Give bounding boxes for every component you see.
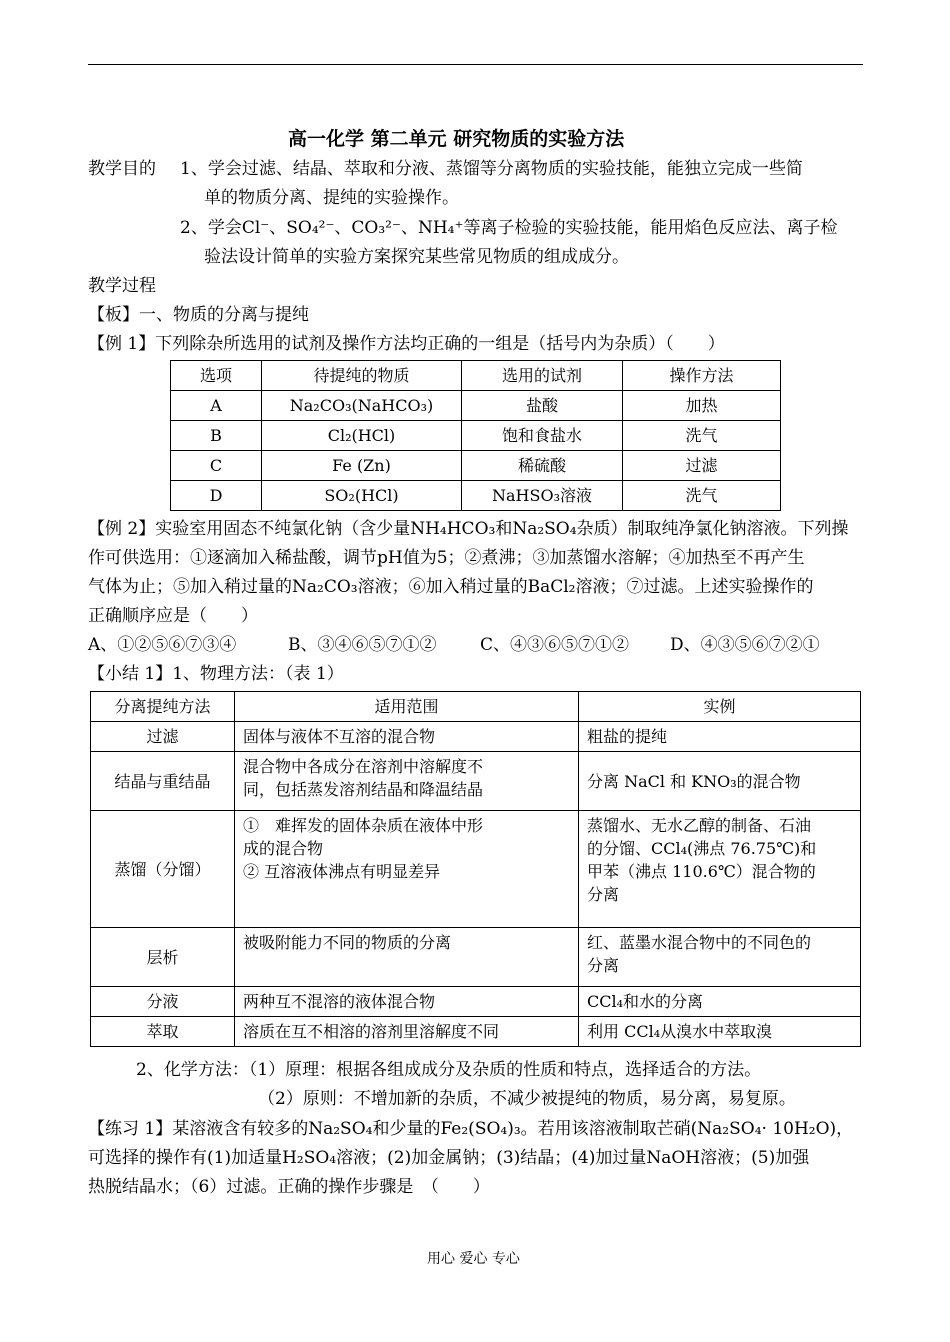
table-cell: 分液: [91, 987, 235, 1017]
table-cell: Fe (Zn): [262, 451, 462, 481]
table-cell: [579, 811, 861, 928]
table-cell: D: [171, 481, 262, 511]
table-cell: 加热: [623, 391, 781, 421]
table-cell: Na₂CO₃(NaHCO₃): [262, 391, 462, 421]
cell-line: ① 难挥发的固体杂质在液体中形: [243, 816, 484, 835]
table-header-row: [91, 692, 861, 722]
header-rule: [88, 64, 863, 65]
table-header-cell: 选项: [171, 361, 262, 391]
example-2-option-c: C、④③⑥⑤⑦①②: [480, 635, 630, 655]
table-cell: 稀硫酸: [462, 451, 623, 481]
table-header-cell: 分离提纯方法: [91, 692, 235, 722]
table-row: [171, 421, 781, 451]
objective-2-line-1: 2、学会Cl⁻、SO₄²⁻、CO₃²⁻、NH₄⁺等离子检验的实验技能，能用焰色反应法、离子检: [180, 218, 838, 238]
example-2-option-b: B、③④⑥⑤⑦①②: [288, 635, 437, 655]
practice-1-line-3: 热脱结晶水；（6）过滤。正确的操作步骤是 （ ）: [88, 1177, 490, 1197]
table-cell: 固体与液体不互溶的混合物: [235, 722, 579, 752]
table-cell: 粗盐的提纯: [579, 722, 861, 752]
cell-line: 分离: [587, 956, 620, 975]
cell-line: 红、蓝墨水混合物中的不同色的: [587, 933, 812, 952]
table-row: [171, 451, 781, 481]
table-row: [91, 752, 861, 811]
table-cell: 过滤: [623, 451, 781, 481]
table-cell: 分离 NaCl 和 KNO₃的混合物: [579, 752, 861, 811]
table-row: [91, 1017, 861, 1047]
table-row: [91, 987, 861, 1017]
example-2-line-1: 【例 2】实验室用固态不纯氯化钠（含少量NH₄HCO₃和Na₂SO₄杂质）制取纯净氯化钠溶液。下列操: [88, 519, 849, 539]
chemical-method-line-1: 2、化学方法：（1）原理：根据各组成成分及杂质的性质和特点，选择适合的方法。: [136, 1060, 762, 1080]
cell-line: 的分馏、CCl₄(沸点 76.75℃)和: [587, 839, 817, 858]
table-cell: 洗气: [623, 421, 781, 451]
table-cell: 萃取: [91, 1017, 235, 1047]
chemical-method-line-2: （2）原则：不增加新的杂质，不减少被提纯的物质，易分离，易复原。: [258, 1089, 796, 1109]
table-cell: 盐酸: [462, 391, 623, 421]
table-cell: 溶质在互不相溶的溶剂里溶解度不同: [235, 1017, 579, 1047]
page-title: 高一化学 第二单元 研究物质的实验方法: [288, 128, 625, 150]
table-cell: 饱和食盐水: [462, 421, 623, 451]
process-label: 教学过程: [88, 276, 156, 296]
summary-1-heading: 【小结 1】1、物理方法：（表 1）: [88, 664, 344, 684]
objective-1-line-1: 1、学会过滤、结晶、萃取和分液、蒸馏等分离物质的实验技能，能独立完成一些简: [180, 159, 803, 179]
example-2-line-3: 气体为止；⑤加入稍过量的Na₂CO₃溶液；⑥加入稍过量的BaCl₂溶液；⑦过滤。上述实验操作的: [88, 577, 814, 597]
example-2-line-4: 正确顺序应是（ ）: [88, 606, 258, 626]
table-cell: B: [171, 421, 262, 451]
table-cell: CCl₄和水的分离: [579, 987, 861, 1017]
example-1-table: [170, 360, 781, 511]
table-cell: A: [171, 391, 262, 421]
table-cell: Cl₂(HCl): [262, 421, 462, 451]
table-cell: [235, 752, 579, 811]
table-cell: 利用 CCl₄从溴水中萃取溴: [579, 1017, 861, 1047]
table-cell: 两种互不混溶的液体混合物: [235, 987, 579, 1017]
cell-line: 甲苯（沸点 110.6℃）混合物的: [587, 862, 816, 881]
table-cell: 层析: [91, 928, 235, 987]
table-cell: [579, 928, 861, 987]
cell-line: ② 互溶液体沸点有明显差异: [243, 862, 441, 881]
table-header-cell: 实例: [579, 692, 861, 722]
table-cell: [235, 811, 579, 928]
table-row: [171, 391, 781, 421]
cell-line: 蒸馏水、无水乙醇的制备、石油: [587, 816, 812, 835]
page-footer: 用心 爱心 专心: [427, 1251, 520, 1267]
objectives-label: 教学目的: [88, 159, 156, 179]
table-row: [171, 481, 781, 511]
objective-2-line-2: 验法设计简单的实验方案探究某些常见物质的组成成分。: [204, 247, 629, 267]
table-cell: 被吸附能力不同的物质的分离: [235, 928, 579, 987]
table-cell: SO₂(HCl): [262, 481, 462, 511]
table-header-cell: 适用范围: [235, 692, 579, 722]
table-header-cell: 待提纯的物质: [262, 361, 462, 391]
table-cell: 结晶与重结晶: [91, 752, 235, 811]
section-heading: 【板】一、物质的分离与提纯: [88, 305, 309, 325]
table-cell: C: [171, 451, 262, 481]
objective-1-line-2: 单的物质分离、提纯的实验操作。: [204, 188, 459, 208]
cell-line: 混合物中各成分在溶剂中溶解度不: [243, 757, 484, 776]
separation-methods-table: [90, 691, 861, 1047]
practice-1-line-2: 可选择的操作有(1)加适量H₂SO₄溶液；(2)加金属钠；(3)结晶；(4)加过量NaOH溶液；(5)加强: [88, 1148, 810, 1168]
table-cell: 洗气: [623, 481, 781, 511]
example-2-option-d: D、④③⑤⑥⑦②①: [670, 635, 820, 655]
table-row: [91, 811, 861, 928]
table-cell: 蒸馏（分馏）: [91, 811, 235, 928]
example-1-question: 【例 1】下列除杂所选用的试剂及操作方法均正确的一组是（括号内为杂质）（ ）: [88, 334, 725, 354]
table-row: [91, 928, 861, 987]
practice-1-line-1: 【练习 1】某溶液含有较多的Na₂SO₄和少量的Fe₂(SO₄)₃。若用该溶液制取芒硝(Na₂SO₄· 10H₂O)，: [88, 1119, 854, 1139]
table-header-row: [171, 361, 781, 391]
table-header-cell: 选用的试剂: [462, 361, 623, 391]
table-cell: 过滤: [91, 722, 235, 752]
table-header-cell: 操作方法: [623, 361, 781, 391]
table-row: [91, 722, 861, 752]
cell-line: 分离: [587, 885, 620, 904]
example-2-line-2: 作可供选用：①逐滴加入稀盐酸，调节pH值为5；②煮沸；③加蒸馏水溶解；④加热至不再产生: [88, 548, 805, 568]
cell-line: 同，包括蒸发溶剂结晶和降温结晶: [243, 780, 484, 799]
table-cell: NaHSO₃溶液: [462, 481, 623, 511]
cell-line: 成的混合物: [243, 839, 324, 858]
example-2-option-a: A、①②⑤⑥⑦③④: [88, 635, 237, 655]
